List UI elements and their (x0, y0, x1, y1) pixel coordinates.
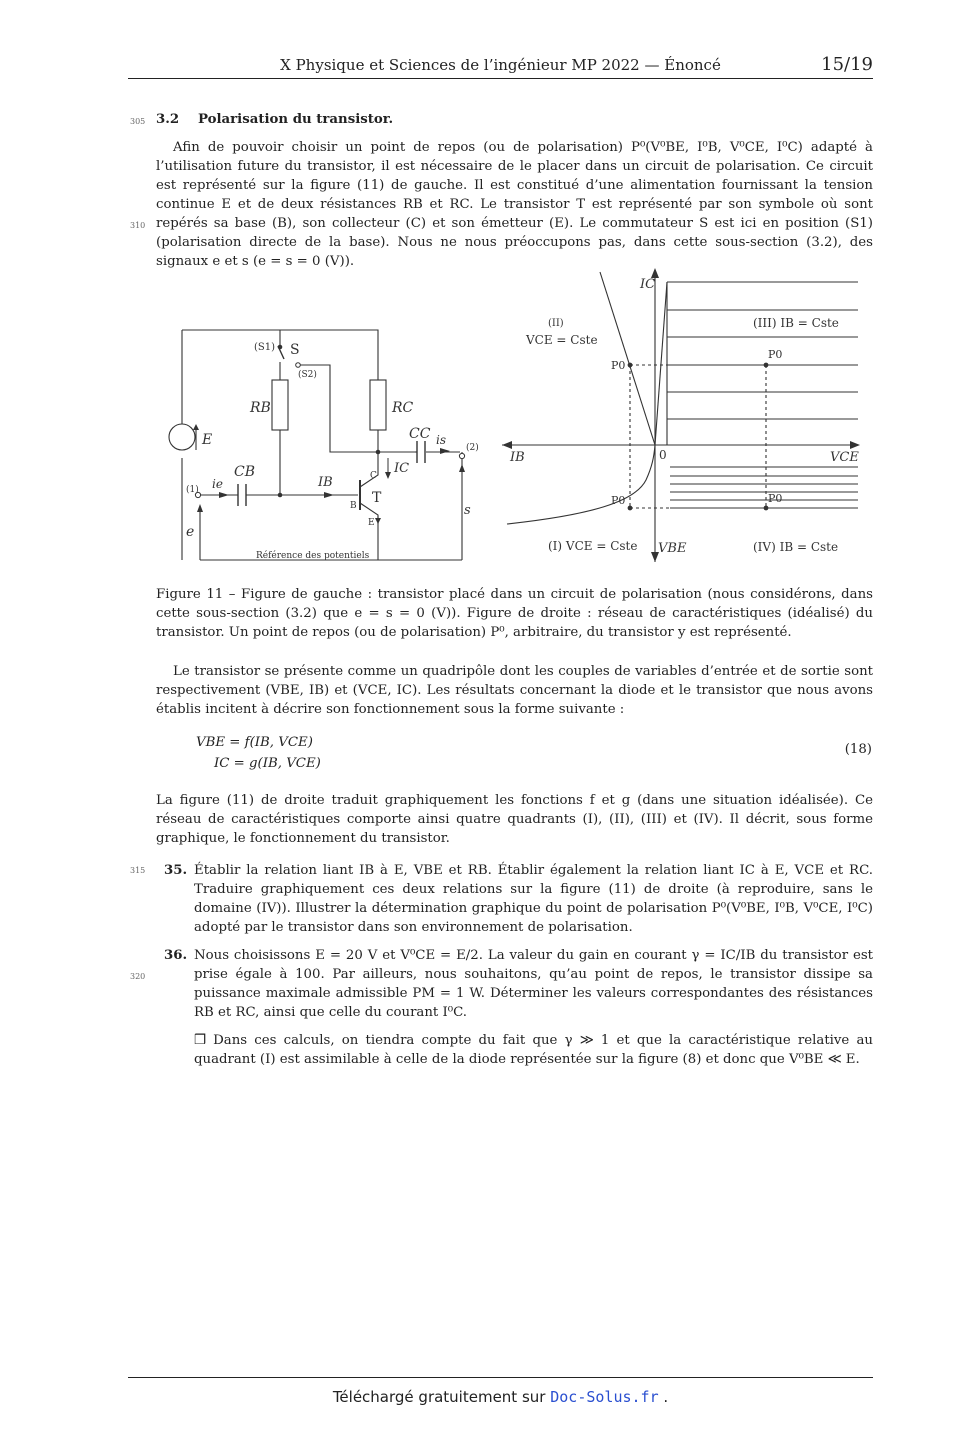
terminal-2 (459, 453, 464, 458)
label-is: is (436, 433, 446, 447)
line-number: 305 (130, 117, 146, 126)
origin-label: 0 (659, 448, 667, 462)
transistor-collector (360, 452, 378, 487)
switch-pivot (278, 345, 283, 350)
label-node-1: (1) (186, 485, 199, 495)
footer-link[interactable]: Doc-Solus.fr (550, 1388, 659, 1406)
ib-axis-arrow (502, 441, 512, 449)
figure-svg (150, 262, 870, 580)
rb-resistor (272, 380, 288, 430)
label-c: C (370, 471, 377, 481)
p0-label: P0 (611, 494, 626, 507)
question-text: Établir la relation liant IB à E, VBE et RB. Établir également la relation liant IC à E, VCE et RC. Traduire graphiquement ces deux relations sur la figure (11) de droite (à reproduire, sans le domaine (IV)). Illustrer la détermination graphique du point de polarisation P⁰(V⁰BE, I⁰B, V⁰CE, I⁰C) adopté par le transistor dans son environnement de polarisation. (194, 863, 873, 935)
section-heading (156, 112, 393, 127)
p0-label: P0 (768, 492, 783, 505)
question-35 (164, 861, 873, 937)
label-cc: CC (409, 426, 431, 442)
line-number: 320 (130, 972, 146, 981)
node-dot (376, 450, 381, 455)
saturation-slope (655, 282, 667, 445)
vce-axis-arrow (850, 441, 860, 449)
axis-label-vce: VCE (830, 450, 859, 465)
equation-18 (196, 732, 321, 774)
quadrant-iii-label: (III) IB = Cste (753, 316, 839, 330)
switch-contact-s2 (296, 363, 301, 368)
question-number: 35. (164, 863, 188, 878)
paragraph-quadripole: Le transistor se présente comme un quadripôle dont les couples de variables d’entrée et de sortie sont respectivement (VBE, IB) et (VCE, IC). Les résultats concernant la diode et le transistor que nous avons établis incitent à décrire son fonctionnement sous la forme suivante : (156, 664, 873, 717)
ib-arrow (324, 492, 334, 498)
equation-number: (18) (844, 742, 872, 757)
label-rb: RB (250, 400, 271, 416)
diode-curve (507, 445, 655, 524)
label-emitter: E (368, 518, 375, 528)
footer-text: Téléchargé gratuitement sur (332, 1388, 546, 1406)
characteristic-graph (502, 270, 858, 562)
note-paragraph: ❒ Dans ces calculs, on tiendra compte du fait que γ ≫ 1 et que la caractéristique relative au quadrant (I) est assimilable à celle de la diode représentée sur la figure (8) et donc que V⁰BE ≪ E. (194, 1033, 873, 1067)
page-number: 15/19 (821, 54, 873, 75)
question-36 (164, 946, 873, 1022)
line-number: 315 (130, 866, 146, 875)
page-header (128, 54, 873, 79)
label-s-signal: s (464, 503, 471, 518)
label-switch: S (290, 342, 300, 358)
question-number: 36. (164, 948, 188, 963)
question-text: Nous choisissons E = 20 V et V⁰CE = E/2. La valeur du gain en courant γ = IC/IB du transistor est prise égale à 100. Par ailleurs, nous souhaitons, qu’au point de repos, le transistor dissipe sa puissance maximale admissible PM = 1 W. Déterminer les valeurs correspondantes des résistances RB et RC, ainsi que celle du courant I⁰C. (194, 948, 873, 1020)
node-dot (278, 493, 283, 498)
axis-label-ib: IB (510, 450, 525, 465)
p0-label: P0 (611, 359, 626, 372)
p0-point (764, 506, 769, 511)
section-title: Polarisation du transistor. (198, 112, 394, 127)
label-b: B (350, 501, 357, 511)
p0-label: P0 (768, 348, 783, 361)
e-arrow (197, 504, 203, 512)
label-ic: IC (394, 461, 410, 476)
s-arrow (459, 464, 465, 472)
quadrant-ii-line (600, 272, 655, 445)
p0-point (628, 363, 633, 368)
p0-point (764, 363, 769, 368)
cb-capacitor (238, 484, 246, 506)
section-number: 3.2 (156, 112, 180, 127)
figure-11 (150, 262, 870, 580)
quadrant-ii-label: (II) (548, 318, 564, 329)
arrow-head (193, 424, 199, 430)
is-arrow (440, 448, 450, 454)
equation-line-2: IC = g(IB, VCE) (214, 756, 321, 771)
label-s2: (S2) (298, 370, 317, 380)
header-title: X Physique et Sciences de l’ingénieur MP 2022 — Énoncé (280, 56, 721, 74)
paragraph-network: La figure (11) de droite traduit graphiquement les fonctions f et g (dans une situation idéalisée). Ce réseau de caractéristiques comporte ainsi quatre quadrants (I), (II), (III) et (IV). Il décrit, sous forme graphique, le fonctionnement du transistor. (156, 793, 873, 846)
ie-arrow (219, 492, 229, 498)
rc-resistor (370, 380, 386, 430)
label-ie: ie (212, 477, 223, 491)
intro-paragraph: Afin de pouvoir choisir un point de repos (ou de polarisation) P⁰(V⁰BE, I⁰B, V⁰CE, I⁰C) adapté à l’utilisation future du transistor, il est nécessaire de le placer dans un circuit de polarisation. Ce circuit est représenté sur la figure (11) de gauche. Il est constitué d’une alimentation fournissant la tension continue E et de deux résistances RB et RC. Le transistor T est représenté par son symbole où sont repérés sa base (B), son collecteur (C) et son émetteur (E). Le commutateur S est ici en position (S1) (polarisation directe de la base). Nous ne nous préoccupons pas, dans cette sous-section (3.2), des signaux e et s (e = s = 0 (V)). (156, 140, 873, 269)
label-source-e: E (202, 432, 213, 448)
axis-label-ic: IC (640, 277, 656, 292)
footer-dot: . (663, 1388, 669, 1406)
label-node-2: (2) (466, 443, 479, 453)
cc-capacitor (417, 441, 425, 463)
axis-label-vbe: VBE (658, 541, 687, 556)
figure-caption: Figure 11 – Figure de gauche : transistor placé dans un circuit de polarisation (nous considérons, dans cette sous-section (3.2) que e = s = 0 (V)). Figure de droite : réseau de caractéristiques (idéalisé) du transistor. Un point de repos (ou de polarisation) P⁰, arbitraire, du transistor y est représenté. (156, 587, 873, 640)
p0-point (628, 506, 633, 511)
label-transistor: T (372, 490, 382, 506)
quadrant-ii-condition: VCE = Cste (526, 333, 598, 347)
line-number: 310 (130, 221, 146, 230)
quadrant-iv-label: (IV) IB = Cste (753, 540, 839, 554)
label-s1: (S1) (254, 342, 276, 353)
voltage-source (169, 424, 195, 450)
page-footer (128, 1377, 873, 1406)
label-rc: RC (392, 400, 414, 416)
quadrant-i-label: (I) VCE = Cste (548, 539, 638, 553)
label-ib: IB (318, 475, 333, 490)
label-cb: CB (234, 464, 255, 480)
label-reference: Référence des potentiels (256, 551, 370, 561)
circuit-diagram (182, 330, 462, 560)
equation-line-1: VBE = f(IB, VCE) (196, 735, 313, 750)
emitter-arrow (375, 518, 381, 524)
label-e-signal: e (186, 524, 195, 540)
